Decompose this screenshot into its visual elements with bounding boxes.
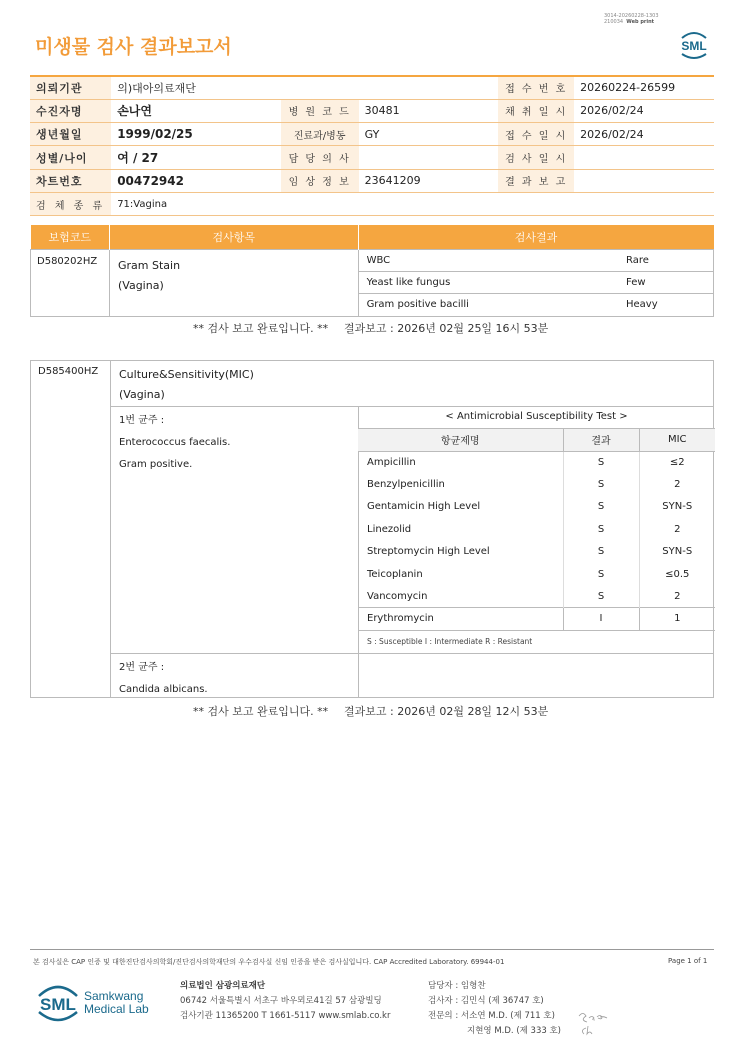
- logo-footer-text: SML: [40, 995, 76, 1014]
- ast-rows: [358, 451, 715, 630]
- ast-mic: SYN-S: [639, 541, 715, 563]
- sex-age-value: 여 / 27: [111, 146, 280, 169]
- patient-value: 손나연: [111, 99, 280, 122]
- gram-item-sub: (Vagina): [117, 278, 164, 292]
- ast-drug-name: Vancomycin: [367, 590, 428, 602]
- ast-result: S: [563, 518, 639, 540]
- sml-footer-logo-icon: [35, 980, 81, 1026]
- gram-row-value: Heavy: [626, 299, 658, 311]
- col-insurance-code: 보험코드: [31, 225, 110, 249]
- organism-2-label: 2번 균주 :: [119, 662, 165, 673]
- birth-value: 1999/02/25: [111, 123, 280, 146]
- report-label: 결 과 보 고: [498, 169, 574, 192]
- organism-1-gram: Gram positive.: [119, 459, 193, 470]
- ast-mic: 2: [639, 518, 715, 540]
- staff2-value: 김민식 (제 36747 호): [460, 996, 544, 1006]
- ast-mic: 2: [639, 473, 715, 495]
- staff3-label: 전문의 :: [428, 1011, 459, 1021]
- ast-mic: ≤0.5: [639, 563, 715, 585]
- print-code2: 210034: [604, 19, 624, 25]
- ast-col-result: 결과: [563, 428, 639, 451]
- col-test-item: 검사항목: [109, 225, 358, 249]
- page-number: Page 1 of 1: [668, 957, 708, 965]
- ast-table: [358, 406, 715, 652]
- signature-icon: [576, 1008, 610, 1040]
- ast-row: [358, 563, 715, 585]
- org-contact: 검사기관 11365200 T 1661-5117 www.smlab.co.kr: [180, 1011, 391, 1021]
- org-info: [180, 979, 390, 1024]
- ast-drug-name: Streptomycin High Level: [367, 546, 490, 558]
- gram-row-name: Yeast like fungus: [359, 272, 618, 294]
- table-row: [359, 250, 713, 272]
- ast-result: S: [563, 473, 639, 495]
- organism-1-label: 1번 균주 :: [119, 415, 165, 426]
- table-row: [359, 294, 713, 316]
- ast-result: S: [563, 496, 639, 518]
- culture-report-time: 결과보고 : 2026년 02월 28일 12시 53분: [344, 705, 549, 718]
- sex-age-label: 성별/나이: [30, 146, 111, 169]
- ast-result: S: [563, 451, 639, 473]
- footer-divider: [30, 949, 714, 950]
- logo-top-text: SML: [681, 39, 707, 53]
- collect-date-label: 채 취 일 시: [498, 99, 574, 122]
- specimen-value: 71:Vagina: [111, 192, 714, 215]
- ast-mic: 2: [639, 585, 715, 607]
- gram-row-name: Gram positive bacilli: [366, 299, 469, 311]
- ast-result: S: [563, 563, 639, 585]
- hospital-code-value: 30481: [359, 99, 499, 122]
- ast-title: < Antimicrobial Susceptibility Test >: [358, 406, 715, 428]
- sml-logo-icon: [676, 27, 712, 63]
- receipt-no-value: 20260224-26599: [574, 76, 714, 99]
- ast-row: [358, 518, 715, 540]
- gram-stain-table: [30, 225, 714, 317]
- gram-item: [109, 249, 358, 316]
- birth-label: 생년월일: [30, 123, 111, 146]
- staff3-value: 서소연 M.D. (제 711 호): [460, 1011, 555, 1021]
- ast-row: [358, 496, 715, 518]
- ast-row: [358, 541, 715, 563]
- logo-name-1: Samkwang: [84, 989, 144, 1003]
- staff2-label: 검사자 :: [428, 996, 459, 1006]
- ast-row: [358, 608, 715, 630]
- org-address: 06742 서울특별시 서초구 바우뫼로41길 57 삼광빌딩: [180, 996, 382, 1006]
- clinical-value: 23641209: [359, 169, 499, 192]
- hospital-code-label: 병 원 코 드: [281, 99, 359, 122]
- staff1-label: 담당자 :: [428, 981, 459, 991]
- culture-item-name: Culture&Sensitivity(MIC): [119, 368, 254, 381]
- gram-row-name: WBC: [359, 250, 618, 272]
- gram-code: D580202HZ: [31, 249, 110, 316]
- culture-item-sub: (Vagina): [119, 388, 165, 401]
- organism-2: [119, 657, 208, 701]
- gram-results: [358, 249, 713, 316]
- staff1-value: 임형찬: [460, 981, 486, 991]
- print-label: Web print: [626, 19, 655, 25]
- ast-result: S: [563, 585, 639, 607]
- culture-item: [119, 365, 254, 405]
- chart-label: 차트번호: [30, 169, 111, 192]
- ast-row: [358, 451, 715, 473]
- patient-info-table: [30, 75, 714, 216]
- report-value: [574, 169, 714, 192]
- receive-date-value: 2026/02/24: [574, 123, 714, 146]
- cert-text: 본 검사실은 CAP 인증 및 대한진단검사의학회/진단검사의학재단의 우수검사실 신임 인증을 받은 검사실입니다. CAP Accredited Laboratory. 69944-01: [33, 958, 505, 966]
- ast-drug-name: Teicoplanin: [367, 568, 423, 580]
- doctor-label: 담 당 의 사: [281, 146, 359, 169]
- dept-label: 진료과/병동: [281, 123, 359, 146]
- requester-label: 의뢰기관: [30, 76, 111, 99]
- ast-result: I: [563, 608, 639, 630]
- ast-row: [358, 585, 715, 607]
- table-row: [359, 272, 713, 294]
- culture-done-text: ** 검사 보고 완료입니다. **: [193, 705, 329, 718]
- requester-value: 의)대아의료재단: [111, 76, 498, 99]
- collect-date-value: 2026/02/24: [574, 99, 714, 122]
- ast-row: [358, 473, 715, 495]
- ast-result: S: [563, 541, 639, 563]
- test-date-value: [574, 146, 714, 169]
- clinical-label: 임 상 정 보: [281, 169, 359, 192]
- test-date-label: 검 사 일 시: [498, 146, 574, 169]
- receipt-no-label: 접 수 번 호: [498, 76, 574, 99]
- logo-name-2: Medical Lab: [84, 1002, 149, 1016]
- gram-report-time: 결과보고 : 2026년 02월 25일 16시 53분: [344, 322, 549, 335]
- ast-mic: SYN-S: [639, 496, 715, 518]
- culture-code: D585400HZ: [38, 366, 99, 377]
- ast-mic: 1: [639, 608, 715, 630]
- culture-section: [30, 360, 714, 698]
- ast-mic: ≤2: [639, 451, 715, 473]
- organism-1: [119, 410, 230, 476]
- staff4-value: 지현영 M.D. (제 333 호): [467, 1026, 562, 1036]
- dept-value: GY: [359, 123, 499, 146]
- ast-drug-name: Linezolid: [367, 523, 412, 535]
- gram-done-text: ** 검사 보고 완료입니다. **: [193, 322, 329, 335]
- gram-row-value: Few: [618, 272, 713, 294]
- ast-col-drug: 항균제명: [358, 428, 563, 451]
- ast-drug-name: Ampicillin: [367, 456, 416, 468]
- footer-logo: [35, 980, 165, 1028]
- print-code: 3014-20260228-1303: [604, 13, 659, 19]
- chart-value: 00472942: [111, 169, 280, 192]
- doctor-value: [359, 146, 499, 169]
- report-title: 미생물 검사 결과보고서: [35, 36, 232, 58]
- gram-item-name: Gram Stain: [117, 258, 181, 272]
- ast-drug-name: Gentamicin High Level: [367, 501, 481, 513]
- ast-drug-name: Benzylpenicillin: [367, 479, 445, 491]
- receive-date-label: 접 수 일 시: [498, 123, 574, 146]
- ast-col-mic: MIC: [639, 428, 715, 451]
- staff-info: [428, 979, 561, 1039]
- print-info: [604, 13, 659, 25]
- patient-label: 수진자명: [30, 99, 111, 122]
- organism-2-name: Candida albicans.: [119, 684, 208, 695]
- specimen-label: 검 체 종 류: [30, 192, 111, 215]
- col-test-result: 검사결과: [358, 225, 713, 249]
- ast-drug-name: Erythromycin: [358, 608, 563, 630]
- ast-legend: S : Susceptible I : Intermediate R : Resistant: [358, 630, 715, 652]
- gram-row-value: Rare: [618, 250, 713, 272]
- organism-1-name: Enterococcus faecalis.: [119, 437, 231, 448]
- org-name: 의료법인 삼광의료재단: [180, 981, 266, 991]
